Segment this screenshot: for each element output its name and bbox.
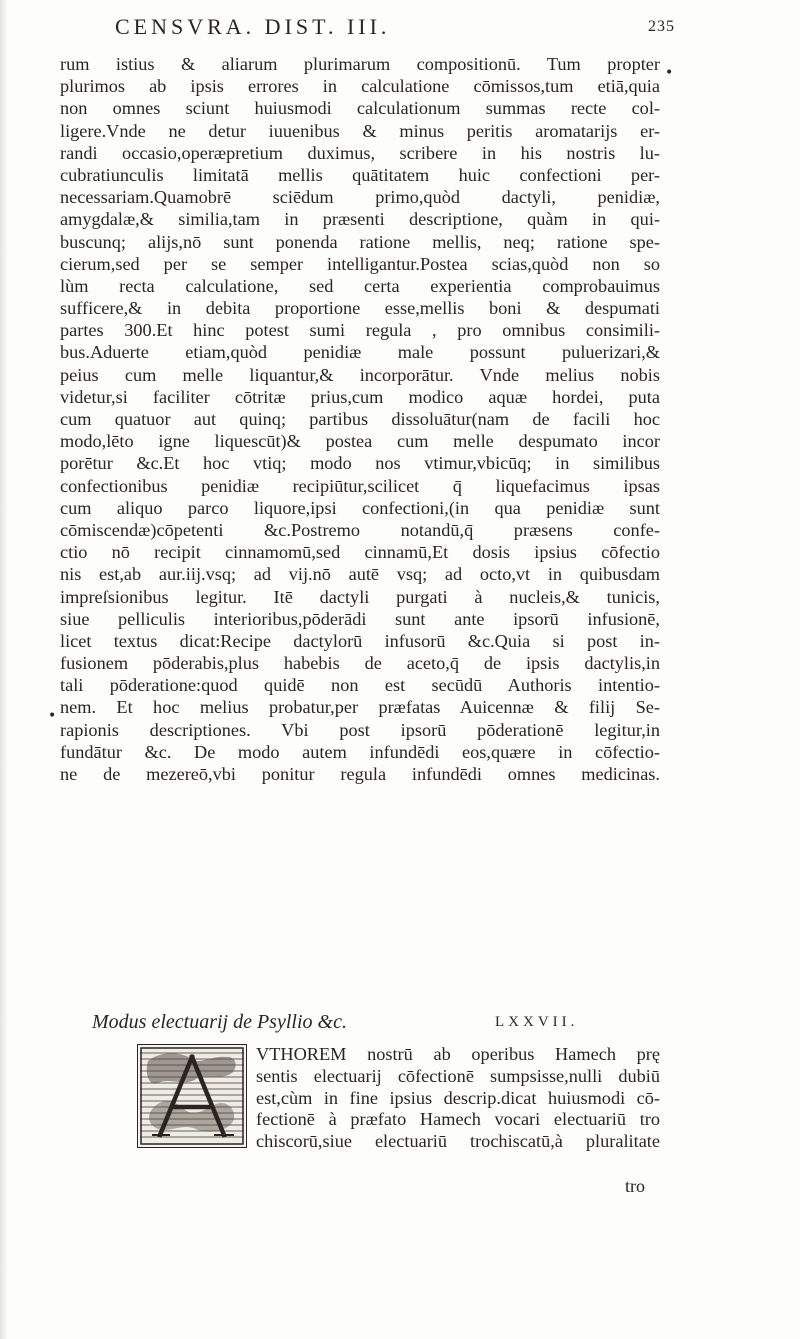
text-line: cubratiunculis limitatā mellis quātitatem huic confectioni per- (60, 164, 660, 185)
catchword: tro (625, 1176, 645, 1196)
text-line: fectionē à præfato Hamech vocari electuariū tro (256, 1109, 660, 1130)
text-line: modo,lēto igne liquescūt)& postea cum melle despumato incor (60, 431, 660, 452)
section-heading: Modus electuarij de Psyllio &c. (92, 1011, 347, 1033)
text-line: amygdalæ,& similia,tam in præsenti descriptione, quàm in qui- (60, 209, 660, 230)
text-line: licet textus dicat:Recipe dactylorū infusorū &c.Quia si post in- (60, 630, 660, 651)
text-line: impreſsionibus legitur. Itē dactyli purgati à nucleis,& tunicis, (60, 586, 660, 607)
page-gutter-shadow (0, 0, 8, 1339)
woodcut-initial-a-icon (140, 1047, 244, 1145)
text-line: confectionibus penidiæ recipiūtur,scilicet q̄ liquefacimus ipsas (60, 475, 660, 496)
text-line: plurimos ab ipsis errores in calculatione cōmissos,tum etiā,quia (60, 76, 660, 97)
text-line: VTHOREM nostrū ab operibus Hamech prę (256, 1044, 660, 1064)
decorated-initial-icon (137, 1044, 247, 1148)
text-line: ne de mezereō,vbi ponitur regula infundēdi omnes medicinas. (60, 764, 660, 784)
text-line: cierum,sed per se semper intelligantur.Postea scias,quòd non so (60, 253, 660, 274)
margin-mark-right: • (665, 65, 674, 81)
text-line: rapionis descriptiones. Vbi post ipsorū pōderationē legitur,in (60, 719, 660, 740)
section-paragraph (256, 1044, 660, 1153)
text-line: sentis electuarij cōfectionē sumpsisse,nulli dubiū (256, 1065, 660, 1086)
body-paragraph (60, 53, 660, 785)
running-head-title: CENSVRA. DIST. III. (115, 14, 391, 39)
text-line: porētur &c.Et hoc vtiq; modo nos vtimur,vbicūq; in similibus (60, 453, 660, 474)
text-line: ligere.Vnde ne detur iuuenibus & minus peritis aromatarijs er- (60, 120, 660, 141)
text-line: tali pōderatione:quod quidē non est secūdū Authoris intentio- (60, 675, 660, 696)
text-line: sufficere,& in debita proportione esse,mellis boni & despumati (60, 298, 660, 319)
text-line: non omnes sciunt huiusmodi calculationum summas recte col- (60, 98, 660, 119)
text-line: nis est,ab aur.iij.vsq; ad vij.nō autē vsq; ad octo,vt in quibusdam (60, 564, 660, 585)
text-line: ctio nō recipit cinnamomū,sed cinnamū,Et dosis ipsius cōfectio (60, 542, 660, 563)
text-line: partes 300.Et hinc potest sumi regula , pro omnibus consimili- (60, 320, 660, 341)
text-line: est,cùm in fine ipsius descrip.dicat huiusmodi cō- (256, 1087, 660, 1108)
text-line: bus.Aduerte etiam,quòd penidiæ male possunt puluerizari,& (60, 342, 660, 363)
text-line: nem. Et hoc melius probatur,per præfatas Auicennæ & filij Se- (60, 697, 660, 718)
text-line: cum quatuor aut quinq; partibus dissoluātur(nam de facili hoc (60, 409, 660, 429)
section-number: LXXVII. (495, 1014, 579, 1030)
text-line: rum istius & aliarum plurimarum compositionū. Tum propter (60, 54, 660, 74)
text-line: necessariam.Quamobrē sciēdum primo,quòd dactyli, penidiæ, (60, 187, 660, 208)
running-head (115, 14, 675, 44)
text-line: fundātur &c. De modo autem infundēdi eos,quære in cōfectio- (60, 741, 660, 762)
text-line: cum aliquo parco liquore,ipsi confectioni,(in qua penidiæ sunt (60, 497, 660, 518)
text-line: buscunq; alijs,nō sunt ponenda ratione mellis, neq; ratione spe- (60, 231, 660, 252)
text-line: cōmiscendæ)cōpetenti &c.Postremo notandū,q̄ præsens confe- (60, 519, 660, 540)
text-line: randi occasio,operæpretium duximus, scribere in his nostris lu- (60, 142, 660, 163)
text-line: peius cum melle liquantur,& incorporātur. Vnde melius nobis (60, 364, 660, 385)
text-line: videtur,si faciliter cōtritæ prius,cum modico aquæ hordei, puta (60, 386, 660, 407)
text-line: siue pelliculis interioribus,pōderādi sunt ante ipsorū infusionē, (60, 608, 660, 629)
text-line: lùm recta calculatione, sed certa experientia comprobauimus (60, 275, 660, 296)
section-heading-row (60, 1011, 660, 1039)
margin-mark-left: • (48, 708, 57, 724)
page-number: 235 (648, 18, 675, 35)
text-line: fusionem pōderabis,plus habebis de aceto,q̄ de ipsis dactylis,in (60, 653, 660, 674)
text-line: chiscorū,siue electuariū trochiscatū,à pluralitate (256, 1131, 660, 1152)
